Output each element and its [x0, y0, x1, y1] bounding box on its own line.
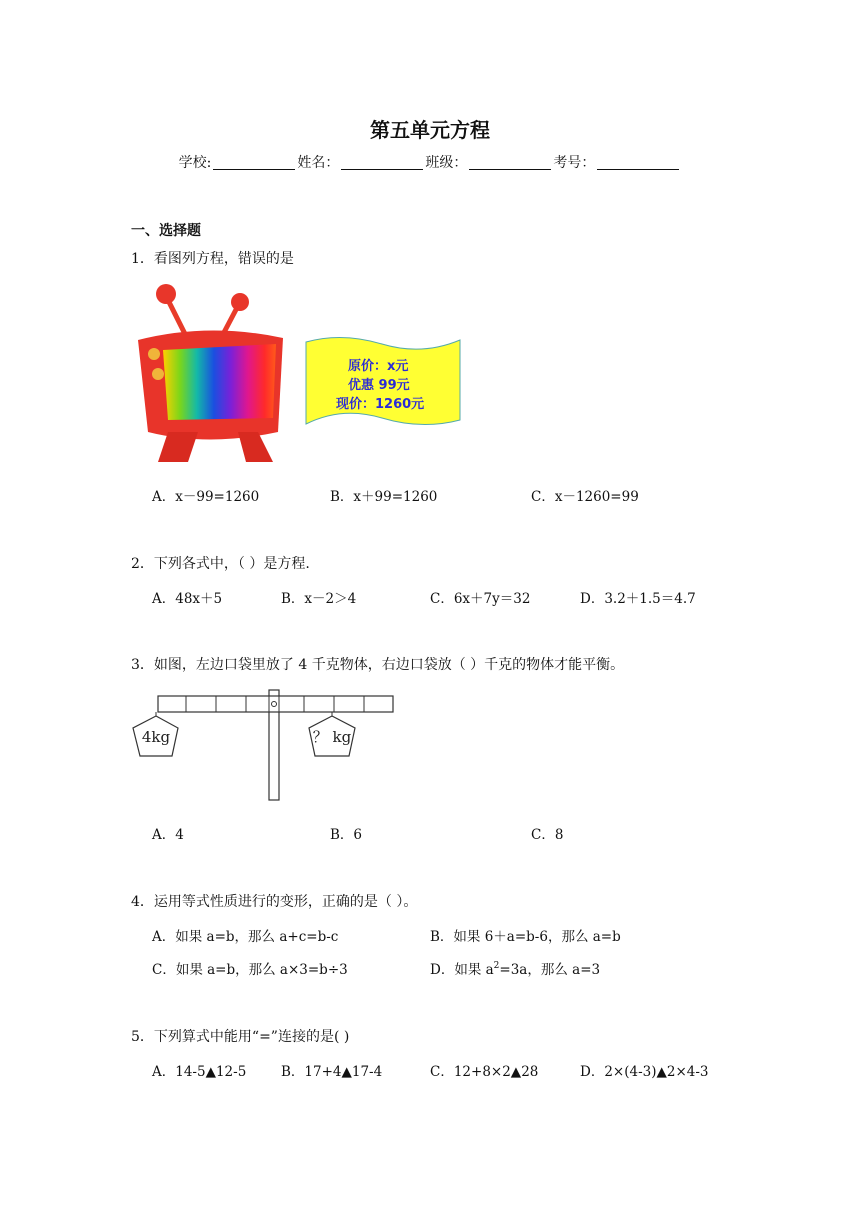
q4-option-d-exponent: 2	[493, 961, 500, 971]
question-4-stem: 4．运用等式性质进行的变形，正确的是（ ）。	[131, 894, 418, 910]
q1-option-c[interactable]: C．x－1260=99	[531, 489, 639, 505]
q2-option-c[interactable]: C．6x＋7y＝32	[430, 591, 531, 607]
q3-option-b[interactable]: B．6	[330, 827, 363, 843]
exam-no-label: 考号：	[553, 155, 596, 171]
q4-option-b[interactable]: B．如果 6＋a=b-6，那么 a=b	[430, 929, 621, 945]
q1-option-a[interactable]: A．x－99=1260	[152, 489, 260, 505]
question-2-stem: 2．下列各式中，（ ）是方程.	[131, 556, 310, 572]
q5-option-d[interactable]: D．2×(4-3)▲2×4-3	[580, 1064, 709, 1080]
q5-option-b[interactable]: B．17+4▲17-4	[281, 1064, 383, 1080]
name-blank[interactable]	[341, 155, 423, 170]
banner-discount: 优惠 99元	[348, 378, 410, 393]
name-label: 姓名：	[297, 155, 340, 171]
right-bag-label: ？ kg	[312, 728, 352, 746]
page-title: 第五单元方程	[370, 118, 490, 142]
price-banner	[302, 334, 464, 430]
q1-option-b[interactable]: B．x＋99=1260	[330, 489, 438, 505]
question-5-stem: 5．下列算式中能用“=”连接的是( )	[131, 1029, 350, 1045]
student-info-line	[0, 152, 860, 172]
q2-option-a[interactable]: A．48x＋5	[152, 591, 223, 607]
q5-option-c[interactable]: C．12+8×2▲28	[430, 1064, 539, 1080]
exam-no-blank[interactable]	[597, 155, 679, 170]
q3-option-a[interactable]: A．4	[152, 827, 184, 843]
q4-option-d-part1: D．如果 a	[430, 962, 494, 978]
q2-option-b[interactable]: B．x－2＞4	[281, 591, 357, 607]
tv-illustration	[128, 282, 298, 467]
q4-option-c[interactable]: C．如果 a=b，那么 a×3=b÷3	[152, 962, 348, 978]
q2-option-d[interactable]: D．3.2＋1.5＝4.7	[580, 591, 696, 607]
school-label: 学校:	[178, 155, 212, 171]
question-1-stem: 1．看图列方程，错误的是	[131, 251, 294, 267]
banner-original-price: 原价：x元	[348, 359, 409, 374]
q3-option-c[interactable]: C．8	[531, 827, 564, 843]
q4-option-d-part2: =3a，那么 a=3	[499, 962, 601, 978]
banner-current-price: 现价：1260元	[336, 397, 425, 412]
class-blank[interactable]	[469, 155, 551, 170]
q4-option-d[interactable]	[430, 958, 600, 978]
left-bag-label: 4kg	[141, 728, 171, 746]
section-heading: 一、选择题	[131, 223, 201, 239]
q4-option-a[interactable]: A．如果 a=b，那么 a+c=b-c	[152, 929, 339, 945]
class-label: 班级：	[425, 155, 468, 171]
q5-option-a[interactable]: A．14-5▲12-5	[152, 1064, 247, 1080]
school-blank[interactable]	[213, 155, 295, 170]
question-3-stem: 3．如图，左边口袋里放了 4 千克物体，右边口袋放（ ）千克的物体才能平衡。	[131, 657, 625, 673]
balance-scale-diagram	[128, 688, 398, 804]
